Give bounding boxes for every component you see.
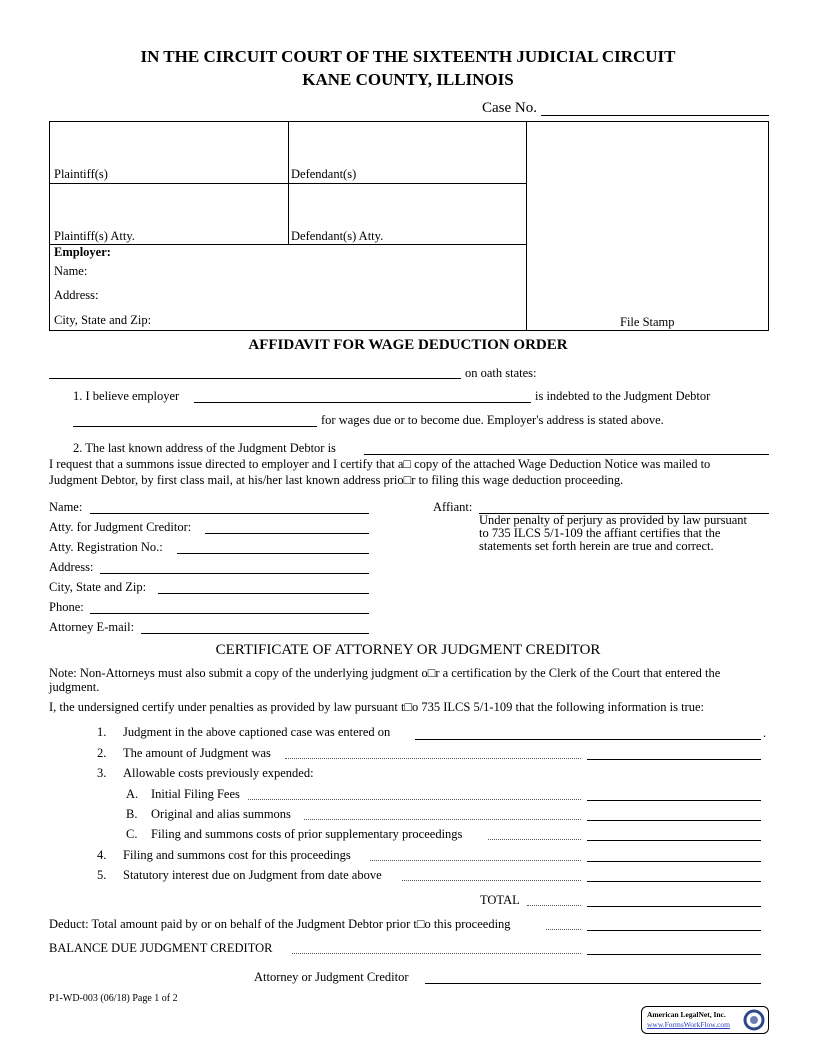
atty-for-label: Atty. for Judgment Creditor: [49, 520, 192, 534]
item1-text-a: 1. I believe employer [73, 389, 180, 403]
item1-text-c: for wages due or to become due. Employer's address is stated above. [321, 413, 664, 427]
creditor-address-field[interactable] [100, 573, 369, 574]
plaintiff-label: Plaintiff(s) [54, 167, 108, 181]
case-no-field[interactable] [541, 115, 769, 116]
caption-divider-h2 [49, 244, 526, 245]
cert-itemA-num: A. [126, 787, 139, 801]
this-proceeding-cost-field[interactable] [587, 861, 761, 862]
cert-itemB-leader [304, 819, 581, 820]
balance-field[interactable] [587, 954, 761, 955]
cert-itemB-num: B. [126, 807, 138, 821]
defendant-label: Defendant(s) [291, 167, 357, 181]
cert-item1-num: 1. [97, 725, 107, 739]
phone-field[interactable] [90, 613, 369, 614]
note-line1: Note: Non-Attorneys must also submit a copy of the underlying judgment o□r a certification by the Clerk of the Court that entered the [49, 666, 721, 680]
perjury-statement [479, 514, 747, 553]
initial-fees-field[interactable] [587, 800, 761, 801]
on-oath-text: on oath states: [465, 366, 537, 380]
balance-leader [292, 953, 581, 954]
creditor-name-field[interactable] [90, 513, 369, 514]
deduct-field[interactable] [587, 930, 761, 931]
cert-item5-leader [402, 880, 581, 881]
atty-for-field[interactable] [205, 533, 369, 534]
plaintiff-atty-label: Plaintiff(s) Atty. [54, 229, 135, 243]
file-stamp-divider [526, 121, 527, 331]
logo-swirl-icon [743, 1009, 765, 1031]
case-no-label: Case No. [482, 100, 537, 116]
deduct-label: Deduct: Total amount paid by or on behalf of the Judgment Debtor prior t□o this proceeding [49, 917, 511, 931]
caption-divider-h1 [49, 183, 526, 184]
cert-itemC-num: C. [126, 827, 138, 841]
employer-address-label: Address: [54, 288, 99, 302]
deduct-leader [546, 929, 581, 930]
balance-label: BALANCE DUE JUDGMENT CREDITOR [49, 941, 273, 955]
cert-item2-leader [285, 758, 581, 759]
cert-item1-text: Judgment in the above captioned case was entered on [123, 725, 391, 739]
defendant-atty-label: Defendant(s) Atty. [291, 229, 384, 243]
signature-field[interactable] [425, 983, 761, 984]
cert-item2-text: The amount of Judgment was [123, 746, 271, 760]
cert-item1-period: . [763, 726, 767, 740]
prior-costs-field[interactable] [587, 840, 761, 841]
request-line1: I request that a summons issue directed to employer and I certify that a□ copy of the attached Wage Deduction Notice was mailed to [49, 457, 711, 471]
cert-item2-num: 2. [97, 746, 107, 760]
cert-itemC-leader [488, 839, 581, 840]
legalnet-logo [641, 1006, 769, 1034]
atty-reg-field[interactable] [177, 553, 369, 554]
employer-city-label: City, State and Zip: [54, 313, 152, 327]
creditor-city-field[interactable] [158, 593, 369, 594]
interest-field[interactable] [587, 881, 761, 882]
creditor-city-label: City, State and Zip: [49, 580, 147, 594]
creditor-name-label: Name: [49, 500, 83, 514]
total-label: TOTAL [480, 893, 520, 907]
creditor-address-label: Address: [49, 560, 94, 574]
affiant-name-field[interactable] [49, 378, 461, 379]
cert-item4-num: 4. [97, 848, 107, 862]
logo-line1: American LegalNet, Inc. [647, 1010, 726, 1019]
affidavit-title: AFFIDAVIT FOR WAGE DEDUCTION ORDER [248, 337, 568, 353]
total-field[interactable] [587, 906, 761, 907]
cert-item5-num: 5. [97, 868, 107, 882]
cert-itemA-leader [248, 799, 581, 800]
cert-itemC-text: Filing and summons costs of prior supplementary proceedings [151, 827, 463, 841]
note-line2: judgment. [49, 680, 100, 694]
judgment-date-field[interactable] [415, 739, 761, 740]
affiant-label: Affiant: [433, 500, 473, 514]
cert-itemA-text: Initial Filing Fees [151, 787, 240, 801]
cert-item4-text: Filing and summons cost for this proceedings [123, 848, 351, 862]
certificate-title: CERTIFICATE OF ATTORNEY OR JUDGMENT CREDITOR [215, 642, 601, 658]
alias-summons-field[interactable] [587, 820, 761, 821]
atty-reg-label: Atty. Registration No.: [49, 540, 163, 554]
caption-box [49, 121, 769, 331]
form-id: P1-WD-003 (06/18) Page 1 of 2 [49, 993, 178, 1004]
email-field[interactable] [141, 633, 369, 634]
county-title: KANE COUNTY, ILLINOIS [302, 70, 514, 89]
employer-label: Employer: [54, 245, 111, 259]
logo-line2: www.FormsWorkFlow.com [647, 1020, 731, 1029]
item1-text-b: is indebted to the Judgment Debtor [535, 389, 711, 403]
certify-text: I, the undersigned certify under penalties as provided by law pursuant t□o 735 ILCS 5/1-109 that the following information is true: [49, 700, 704, 714]
debtor-address-field[interactable] [364, 454, 769, 455]
judgment-debtor-field[interactable] [73, 426, 317, 427]
court-title: IN THE CIRCUIT COURT OF THE SIXTEENTH JUDICIAL CIRCUIT [140, 47, 676, 66]
total-leader [527, 905, 581, 906]
cert-item5-text: Statutory interest due on Judgment from date above [123, 868, 382, 882]
request-line2: Judgment Debtor, by first class mail, at his/her last known address prio□r to filing this wage deduction proceeding. [49, 473, 624, 487]
cert-item4-leader [370, 860, 581, 861]
cert-item3-text: Allowable costs previously expended: [123, 766, 314, 780]
employer-field[interactable] [194, 402, 531, 403]
file-stamp-label: File Stamp [620, 315, 675, 329]
item2-text: 2. The last known address of the Judgment Debtor is [73, 441, 336, 455]
cert-itemB-text: Original and alias summons [151, 807, 291, 821]
perjury-line3: statements set forth herein are true and correct. [479, 539, 714, 553]
employer-name-label: Name: [54, 264, 88, 278]
judgment-amount-field[interactable] [587, 759, 761, 760]
signature-label: Attorney or Judgment Creditor [254, 970, 409, 984]
perjury-line1: Under penalty of perjury as provided by law pursuant [479, 513, 747, 527]
perjury-line2: to 735 ILCS 5/1-109 the affiant certifies that the [479, 526, 721, 540]
phone-label: Phone: [49, 600, 84, 614]
email-label: Attorney E-mail: [49, 620, 135, 634]
cert-item3-num: 3. [97, 766, 107, 780]
